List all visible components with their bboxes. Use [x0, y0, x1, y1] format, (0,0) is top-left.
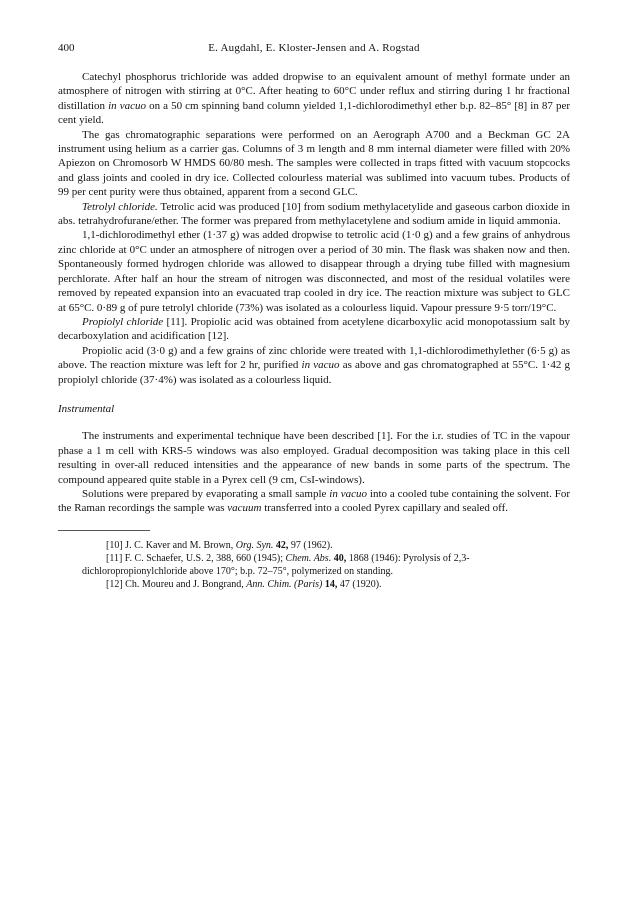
reference-list [58, 539, 570, 591]
subheading-propiolyl: Propiolyl chloride [82, 315, 164, 328]
page-number: 400 [58, 42, 75, 54]
reference-item: [12] Ch. Moureu and J. Bongrand, Ann. Chim. (Paris) 14, 47 (1920). [106, 578, 382, 590]
running-head: E. Augdahl, E. Kloster-Jensen and A. Rogstad [208, 42, 420, 54]
paragraph-solutions: Solutions were prepared by evaporating a small sample in vacuo into a cooled tube containing the solvent. For the Raman recordings the sample was vacuum transferred into a cooled Pyrex capillary and sealed off. [58, 487, 570, 515]
paragraph-text: Catechyl phosphorus trichloride was added dropwise to an equivalent amount of methyl formate under an atmosphere of nitrogen with stirring at 0°C. After heating to 60°C under reflux and stirring during 1 hr fractional distillation [58, 71, 570, 112]
italic-phrase: in vacuo [108, 99, 147, 112]
page-header [58, 40, 570, 56]
paragraph-propiolyl-prep: Propiolic acid (3·0 g) and a few grains of zinc chloride were treated with 1,1-dichlorodimethylether (6·5 g) as above. The reaction mixture was left for 2 hr, purified in vacuo as above and gas chromatographed at 55°C. 1·42 g propiolyl chloride (37·4%) was isolated as a colourless liquid. [58, 344, 570, 386]
footnote-divider [58, 530, 150, 531]
paragraph-gc: The gas chromatographic separations were performed on an Aerograph A700 and a Beckman GC 2A instrument using helium as a carrier gas. Columns of 3 m length and 8 mm internal diameter were filled with 20% Apiezon on Chromosorb W HMDS 60/80 mesh. The samples were collected in traps fitted with vacuum stopcocks and glass joints and cooled in dry ice. Collected colourless material was sublimed into vacuum tubes. Products of 99 per cent purity were thus obtained, apparent from a second GLC. [58, 128, 570, 199]
article-body [58, 70, 570, 591]
subheading-tetrolyl: Tetrolyl chloride. [82, 200, 158, 213]
paragraph-tetrolyl-title: Tetrolyl chloride. Tetrolic acid was produced [10] from sodium methylacetylide and gaseous carbon dioxide in abs. tetrahydrofurane/ether. The former was prepared from methylacetylene and sodium amide in liquid ammonia. [58, 200, 570, 228]
section-heading: Instrumental [58, 402, 115, 415]
paragraph-ether-synthesis: Catechyl phosphorus trichloride was added dropwise to an equivalent amount of methyl formate under an atmosphere of nitrogen with stirring at 0°C. After heating to 60°C under reflux and stirring during 1 hr fractional distillation in vacuo on a 50 cm spinning band column yielded 1,1-dichlorodimethyl ether b.p. 82–85° [8] in 87 per cent yield. [58, 71, 570, 127]
paragraph-tetrolyl-prep: 1,1-dichlorodimethyl ether (1·37 g) was added dropwise to tetrolic acid (1·0 g) and a few grains of anhydrous zinc chloride at 0°C under an atmosphere of nitrogen over a period of 30 min. The flask was shaken now and then. Spontaneously formed hydrogen chloride was allowed to disappear through a drying tube filled with magnesium perchlorate. After half an hour the stream of nitrogen was disconnected, and most of the residual volatiles were removed by repeated expansion into an evacuated trap cooled in dry ice. The reaction mixture was subject to GLC at 65°C. 0·89 g of pure tetrolyl chloride (73%) was isolated as a colourless liquid. Vapour pressure 9·5 torr/19°C. [58, 229, 570, 314]
paragraph-instruments: The instruments and experimental technique have been described [1]. For the i.r. studies of TC in the vapour phase a 1 m cell with KRS-5 windows was also employed. Gradual decomposition was taking place in this cell resulting in over-all reduced intensities and the appearance of new bands in some parts of the spectrum. The compound appeared quite stable in a Pyrex cell (9 cm, CsI-windows). [58, 430, 570, 486]
paragraph-propiolyl-title: Propiolyl chloride [11]. Propiolic acid was obtained from acetylene dicarboxylic acid monopotassium salt by decarboxylation and acidification [12]. [58, 315, 570, 343]
reference-item: [11] F. C. Schaefer, U.S. 2, 388, 660 (1945); Chem. Abs. 40, 1868 (1946): Pyrolysis of 2,3-dichloropropionylchloride above 170°; b.p. 72–75°, polymerized on standing. [82, 552, 470, 577]
reference-item: [10] J. C. Kaver and M. Brown, Org. Syn. 42, 97 (1962). [106, 539, 333, 551]
